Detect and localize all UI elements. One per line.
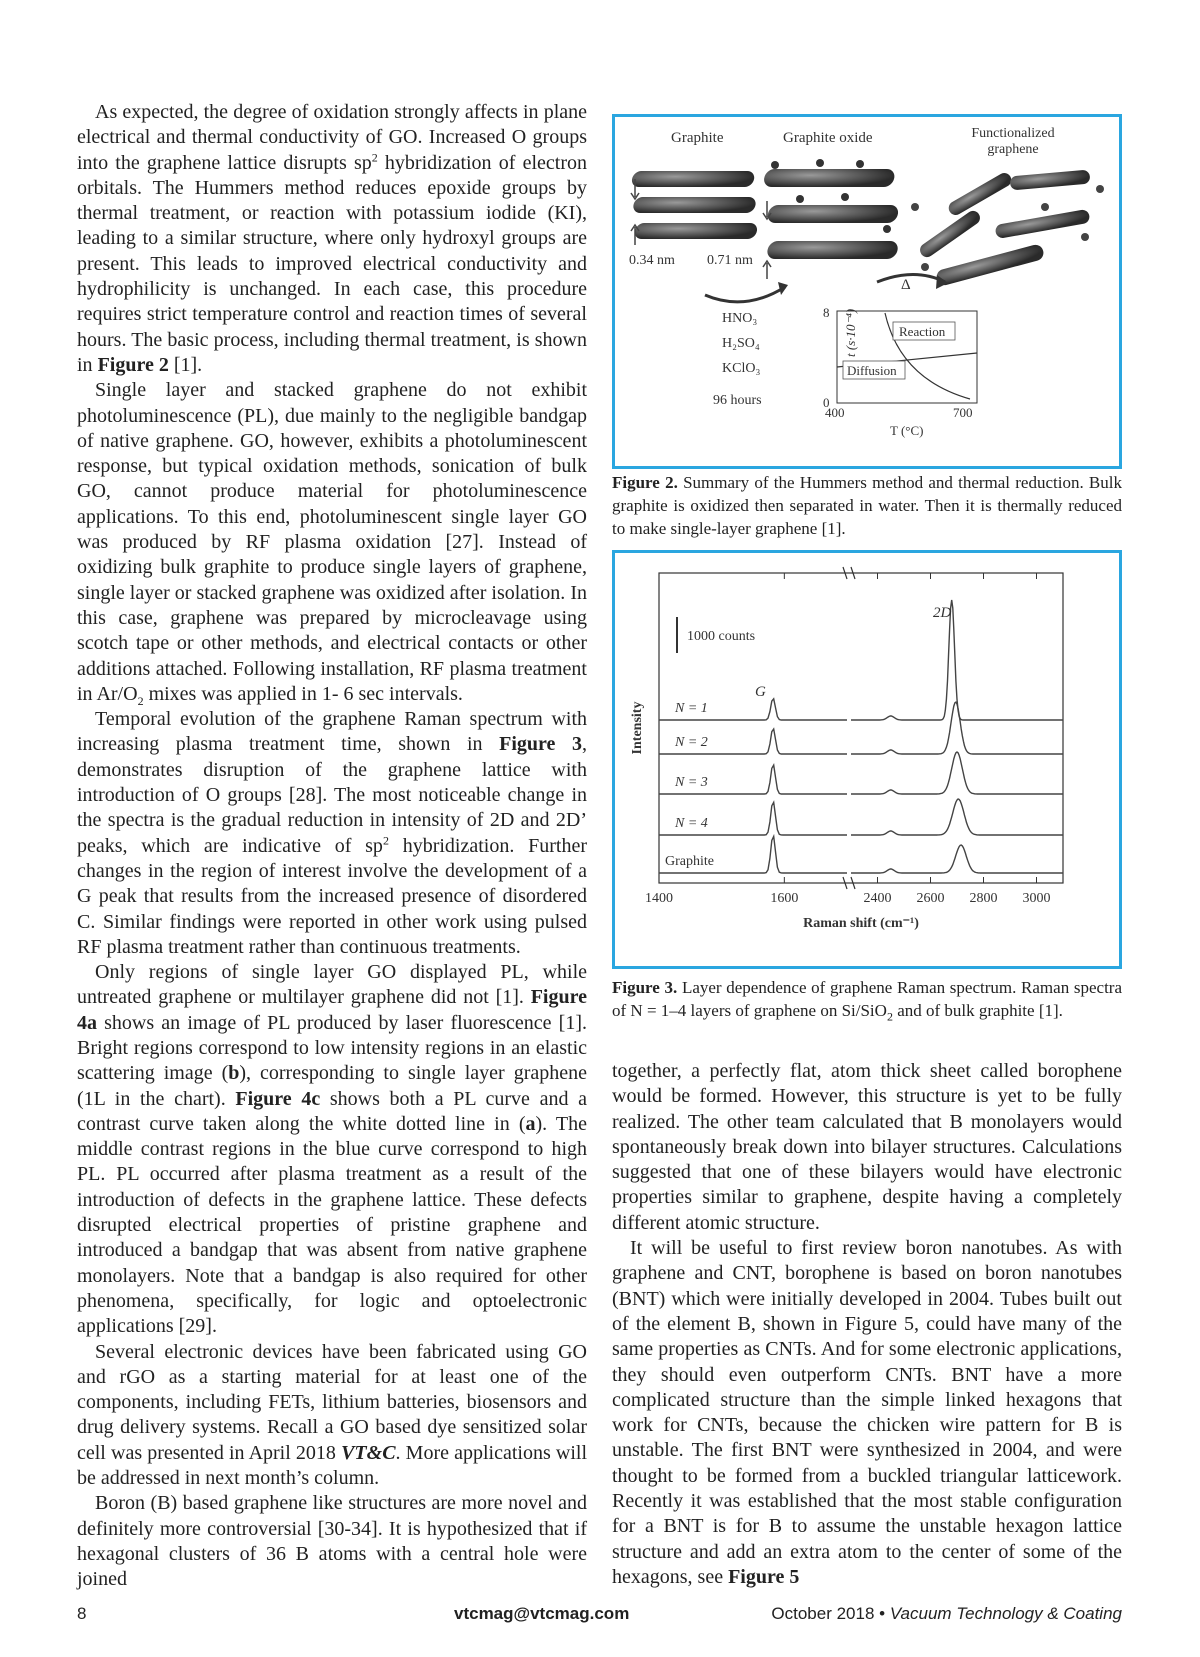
- text: shows an image of PL produced by laser fluorescence [1]. Bright regions correspond to low intensity regions in an elastic scattering image (: [77, 1011, 587, 1085]
- figure-ref: Figure 5: [728, 1565, 800, 1588]
- figure-ref: Figure 4a: [77, 986, 587, 1034]
- series-label: N = 1: [675, 701, 708, 716]
- figure-ref: Figure 3: [499, 733, 583, 756]
- label-spacing-034: 0.34 nm: [629, 253, 675, 268]
- caption-label: Figure 2.: [612, 473, 678, 492]
- peak-label-g: G: [755, 684, 766, 700]
- inset-x-min: 400: [825, 405, 845, 420]
- figure-ref: Figure 2: [97, 353, 169, 376]
- text: ). The middle contrast regions in the blue curve correspond to high PL. PL occurred after plasma treatment as a result of the introduction of defects in the graphene lattice. These defects disrupted electrical properties of pristine graphene and introduced a bandgap that was absent from native graphene monolayers. Note that a bandgap is also required for other phenomena, specifically, for logic and optoelectronic applications [29].: [77, 1112, 587, 1338]
- figure-2-illustration: [615, 117, 1119, 466]
- superscript: 2: [371, 149, 378, 164]
- inset-diffusion-label: Diffusion: [847, 363, 897, 378]
- footer-email[interactable]: vtcmag@vtcmag.com: [454, 1604, 630, 1623]
- x-axis-label: Raman shift (cm⁻¹): [803, 916, 919, 931]
- text: hybridization of electron orbitals. The Hummers method reduces epoxide groups by thermal treatment, or reaction with potassium iodide (KI), leading to a similar structure, where only hydroxyl groups are present. This leads to improved electrical conductivity and hydrophilicity is unchanged. In each case, this procedure requires strict temperature control and reaction times of several hours. The basic process, including thermal treatment, is shown in: [77, 151, 587, 376]
- paragraph-raman: [77, 707, 587, 960]
- inset-y-bottom: 0: [823, 395, 830, 410]
- paragraph-photoluminescence: [77, 378, 587, 707]
- label-functionalized: Functionalized: [971, 126, 1055, 141]
- paragraph-boron: Boron (B) based graphene like structures are more novel and definitely more controversial [30-34]. It is hypothesized that if hexagonal clusters of 36 B atoms with a central hole were joined: [77, 1492, 587, 1591]
- inset-ylabel: t (s·10⁻⁴): [843, 308, 858, 357]
- caption-text: Layer dependence of graphene Raman spectrum. Raman spectra of N = 1–4 layers of graphene on Si/SiO: [612, 978, 1122, 1020]
- text: ), corresponding to single layer graphene (1L in the chart).: [77, 1062, 587, 1110]
- text: It will be useful to first review boron nanotubes. As with graphene and CNT, borophene is based on boron nanotubes (BNT) which were initially developed in 2004. Tubes built out of the element B, shown in Figure 5, could have many of the same properties as CNTs. And for some electronic applications, they should even outperform CNTs. BNT have a more complicated structure than the simple linked hexagons that work for CNTs, because the chicken wire pattern for B is unstable. The first BNT were synthesized in 2004, and were thought to be formed from a buckled triangular latticework. Recently it was established that the most stable configuration for a BNT is for B to assume the unstable hexagon lattice structure and add an extra atom to the center of some of the hexagons, see: [612, 1237, 1122, 1588]
- label-delta: Δ: [901, 277, 911, 293]
- text: As expected, the degree of oxidation strongly affects in plane electrical and thermal conductivity of GO. Increased O groups into the graphene lattice disrupts sp: [77, 101, 587, 174]
- series-label: N = 2: [675, 735, 708, 750]
- caption-text: Summary of the Hummers method and thermal reduction. Bulk graphite is oxidized then separated in water. Then it is thermally reduced to make single-layer graphene [1].: [612, 473, 1122, 538]
- graphite-oxide-stack: [763, 159, 900, 259]
- subscript: 2: [886, 1009, 893, 1024]
- y-axis-label: Intensity: [630, 701, 645, 755]
- text: Temporal evolution of the graphene Raman spectrum with increasing plasma treatment time, shown in: [77, 708, 587, 756]
- figure-ref: Figure 4c: [235, 1087, 321, 1110]
- arrow-up-icon: [763, 261, 771, 279]
- paragraph-devices: [77, 1340, 587, 1492]
- page-number: 8: [77, 1604, 87, 1623]
- reagent-hno3: HNO₃: [722, 311, 758, 326]
- inset-xlabel: T (°C): [890, 423, 924, 438]
- figure-ref: b: [228, 1062, 240, 1085]
- x-tick-label: 2800: [969, 891, 998, 906]
- figure-2: [612, 114, 1122, 469]
- x-tick-label: 2600: [916, 891, 945, 906]
- label-graphene: graphene: [987, 142, 1039, 157]
- series-label: N = 3: [675, 775, 708, 790]
- figure-3-caption: [612, 976, 1122, 1022]
- bullet: •: [879, 1604, 886, 1623]
- label-graphite-oxide: Graphite oxide: [783, 130, 873, 146]
- issue-date: October 2018: [771, 1604, 875, 1623]
- label-spacing-071: 0.71 nm: [707, 253, 753, 268]
- paragraph-pl-regions: [77, 960, 587, 1339]
- x-tick-label: 1600: [770, 891, 799, 906]
- scale-bar-label: 1000 counts: [687, 629, 756, 644]
- text: shows both a PL curve and a contrast curve taken along the white dotted line in (: [77, 1087, 587, 1135]
- inset-x-max: 700: [953, 405, 973, 420]
- label-graphite: Graphite: [671, 130, 724, 146]
- text: , demonstrates disruption of the graphene lattice with introduction of O groups [28]. The most noticeable change in the spectra is the gradual reduction in intensity of 2D and 2D’ peaks, which are indicative of sp: [77, 733, 588, 857]
- functionalized-graphene-sheets: [911, 170, 1104, 287]
- right-column: [612, 1059, 1122, 1590]
- reagent-kclo3: KClO₃: [722, 361, 761, 376]
- figure-2-caption: [612, 471, 1122, 540]
- raman-chart: [615, 553, 1119, 966]
- caption-text: and of bulk graphite [1].: [892, 1001, 1063, 1020]
- curved-arrow-icon: [705, 287, 785, 302]
- text: mixes was applied in 1- 6 sec intervals.: [143, 682, 463, 705]
- text: Several electronic devices have been fabricated using GO and rGO as a starting material for at least one of the components, including FETs, lithium batteries, biosensors and drug delivery systems. Recall a GO based dye sensitized solar cell was presented in April 2018: [77, 1340, 587, 1464]
- page-footer: [77, 1604, 1122, 1628]
- graphite-stack: [631, 171, 759, 239]
- series-label: N = 4: [675, 816, 708, 831]
- spectrum-line: [659, 702, 1063, 754]
- inset-y-top: 8: [823, 305, 830, 320]
- spectrum-line: [659, 836, 1063, 873]
- paragraph-oxidation: [77, 100, 587, 378]
- x-tick-label: 2400: [863, 891, 892, 906]
- inset-reaction-label: Reaction: [899, 324, 946, 339]
- footer-issue: [771, 1604, 1122, 1624]
- text: hybridization. Further changes in the region of interest involve the development of a G peak that results from the increased presence of disordered C. Similar findings were reported in other work using pulsed RF plasma treatment rather than continuous treatments.: [77, 834, 587, 958]
- inset-plot: [823, 305, 977, 438]
- text: Only regions of single layer GO displayed PL, while untreated graphene or multilayer graphene did not [1].: [77, 961, 587, 1009]
- superscript: 2: [382, 832, 389, 847]
- x-tick-label: 3000: [1022, 891, 1051, 906]
- reagent-time: 96 hours: [713, 393, 762, 408]
- x-tick-label: 1400: [645, 891, 673, 906]
- text: . More applications will be addressed in next month’s column.: [77, 1441, 588, 1490]
- spectrum-line: [659, 799, 1063, 835]
- left-column: [77, 100, 587, 1593]
- figure-ref: a: [525, 1112, 536, 1135]
- text: [1].: [168, 353, 203, 376]
- paragraph-borophene: together, a perfectly flat, atom thick sheet called borophene would be formed. However, this structure is yet to be fully realized. The other team calculated that B monolayers would spontaneously break down into bilayer structures. Calculations suggested that one of these bilayers would have electronic properties similar to graphene, despite having a completely different atomic structure.: [612, 1060, 1122, 1234]
- spectrum-line: [659, 600, 1063, 720]
- text: Single layer and stacked graphene do not exhibit photoluminescence (PL), due mainly to the negligible bandgap of native graphene. GO, however, exhibits a photoluminescent response, but typical oxidation methods, sonication of bulk GO, cannot produce material for photoluminescence applications. To this end, photoluminescent single layer GO was produced by RF plasma oxidation [27]. Instead of oxidizing bulk graphite to produce single layers of graphene, single layer or stacked graphene was oxidized after isolation. In this case, graphene was prepared by microcleavage using scotch tape or other methods, and electrical contacts or other additions attached. Following installation, RF plasma treatment in Ar/O: [77, 379, 587, 705]
- figure-3: [612, 550, 1122, 969]
- series-label: Graphite: [665, 854, 714, 869]
- magazine-name: Vacuum Technology & Coating: [889, 1604, 1122, 1623]
- subscript: 2: [137, 693, 144, 708]
- magazine-ref: VT&C: [341, 1441, 396, 1464]
- spectrum-line: [659, 752, 1063, 794]
- reagent-h2so4: H₂SO₄: [722, 336, 760, 351]
- curved-arrow-icon: [877, 275, 945, 283]
- plot-frame: [659, 573, 1063, 883]
- paragraph-boron-nanotubes: [612, 1236, 1122, 1590]
- caption-label: Figure 3.: [612, 978, 678, 997]
- peak-label-2d: 2D: [933, 605, 952, 621]
